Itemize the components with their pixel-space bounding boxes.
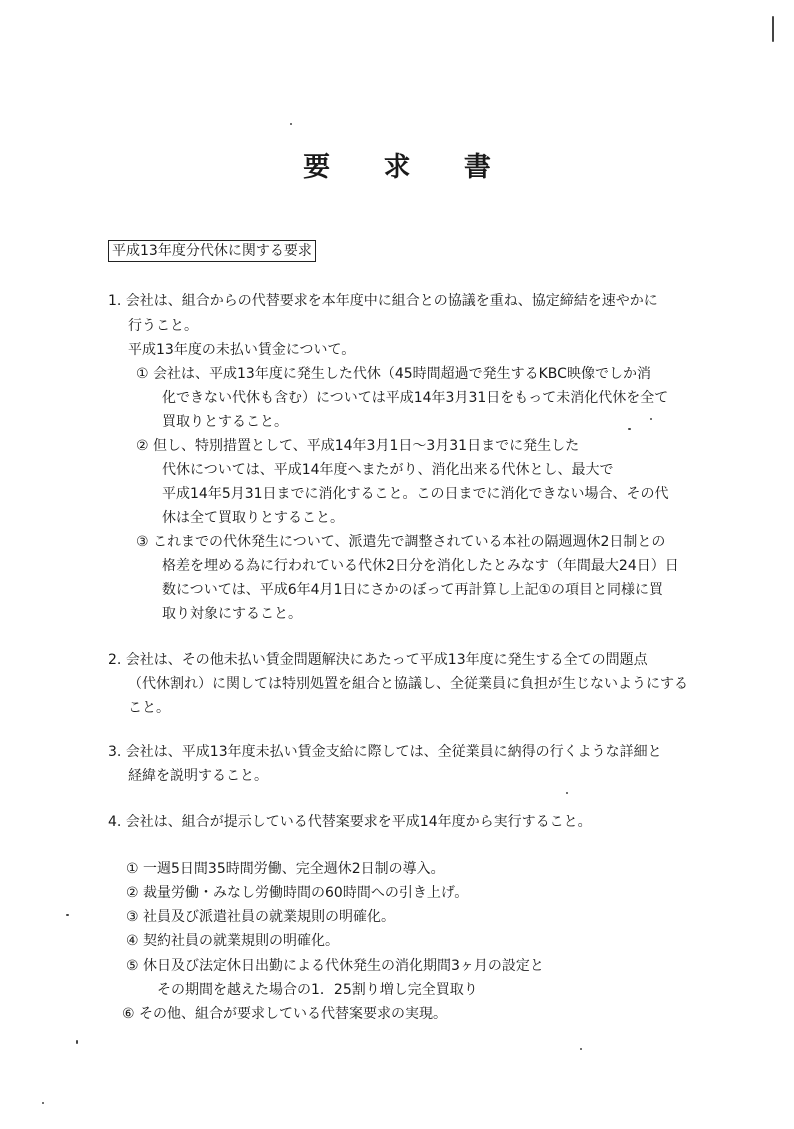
scan-speck	[580, 1048, 582, 1050]
item2-line: 2. 会社は、その他未払い賃金問題解決にあたって平成13年度に発生する全ての問題点	[108, 652, 648, 668]
document-title: 要 求 書	[303, 152, 513, 183]
item1-sub1-line: ① 会社は、平成13年度に発生した代休（45時間超過で発生するKBC映像でしか消	[136, 366, 651, 382]
item1-line: 1. 会社は、組合からの代替要求を本年度中に組合との協議を重ね、協定締結を速やかに	[108, 293, 658, 309]
item4-list-item: その期間を越えた場合の1．25割り増し完全買取り	[157, 982, 478, 998]
item1-sub3-line: 取り対象にすること。	[162, 606, 302, 622]
item1-sub2-line: ② 但し、特別措置として、平成14年3月1日～3月31日までに発生した	[136, 438, 580, 454]
item4-list-item: ⑤ 休日及び法定休日出勤による代休発生の消化期間3ヶ月の設定と	[126, 958, 544, 974]
scan-speck	[290, 123, 292, 125]
item4-list-item: ① 一週5日間35時間労働、完全週休2日制の導入。	[126, 861, 445, 877]
scan-speck	[628, 428, 631, 430]
item1-line: 平成13年度の未払い賃金について。	[128, 342, 356, 358]
item2-line: こと。	[128, 700, 170, 716]
scan-speck	[76, 1040, 78, 1044]
item1-sub3-line: 数については、平成6年4月1日にさかのぼって再計算し上記①の項目と同様に買	[162, 582, 663, 598]
item4-list-item: ③ 社員及び派遣社員の就業規則の明確化。	[126, 909, 395, 925]
scan-mark	[772, 16, 774, 42]
scan-speck	[66, 914, 69, 916]
item1-sub2-line: 平成14年5月31日までに消化すること。この日までに消化できない場合、その代	[162, 486, 669, 502]
scan-speck	[566, 792, 568, 794]
item4-list-item: ④ 契約社員の就業規則の明確化。	[126, 933, 340, 949]
scan-speck	[42, 1102, 44, 1104]
item1-sub2-line: 代休については、平成14年度へまたがり、消化出来る代休とし、最大で	[162, 462, 614, 478]
item1-sub3-line: 格差を埋める為に行われている代休2日分を消化したとみなす（年間最大24日）日	[162, 558, 679, 574]
item3-line: 経緯を説明すること。	[128, 768, 268, 784]
scan-speck	[650, 418, 652, 420]
item1-sub2-line: 休は全て買取りとすること。	[162, 510, 344, 526]
item1-line: 行うこと。	[128, 318, 198, 334]
item1-sub3-line: ③ これまでの代休発生について、派遣先で調整されている本社の隔週週休2日制との	[136, 534, 666, 550]
item1-sub1-line: 買取りとすること。	[162, 414, 288, 430]
item4-list-item: ② 裁量労働・みなし労働時間の60時間への引き上げ。	[126, 885, 469, 901]
item1-sub1-line: 化できない代休も含む）については平成14年3月31日をもって未消化代休を全て	[162, 390, 669, 406]
item4-line: 4. 会社は、組合が提示している代替案要求を平成14年度から実行すること。	[108, 814, 592, 830]
item4-list-item: ⑥ その他、組合が要求している代替案要求の実現。	[122, 1006, 447, 1022]
item2-line: （代休割れ）に関しては特別処置を組合と協議し、全従業員に負担が生じないようにする	[128, 676, 688, 692]
section-heading: 平成13年度分代休に関する要求	[108, 240, 316, 262]
item3-line: 3. 会社は、平成13年度未払い賃金支給に際しては、全従業員に納得の行くような詳細と	[108, 744, 662, 760]
